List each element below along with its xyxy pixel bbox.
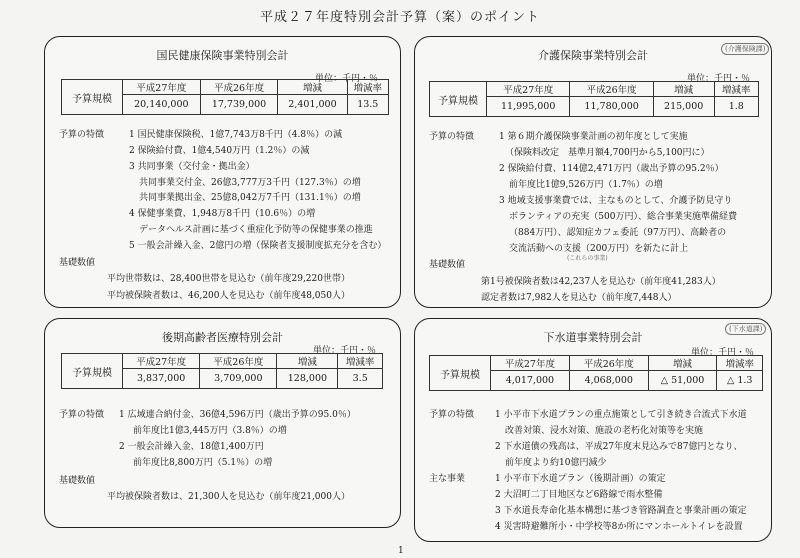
kaigo-basic: 認定者数は7,982人を見込む（前年度7,448人） xyxy=(481,293,677,303)
gesui-features-label: 予算の特徴 xyxy=(429,410,475,420)
kaigo-col-fy27: 平成27年度 xyxy=(487,82,570,97)
kaigo-feature: 前年度比1億9,526万円（1.7％）の増 xyxy=(509,180,663,190)
kokuho-col-rate: 増減率 xyxy=(347,80,388,95)
kouki-change: 128,000 xyxy=(277,369,338,389)
gesui-row-label: 予算規模 xyxy=(430,356,491,391)
kouki-feature: 前年度比1億3,445万円（3.8％）の増 xyxy=(133,426,287,436)
kaigo-feature: （保険料改定 基準月額4,700円から5,100円に） xyxy=(505,148,710,158)
kaigo-feature: 1 第６期介護保険事業計画の初年度として実施 xyxy=(499,132,688,142)
kaigo-feature: （884万円）、認知症カフェ委託（97万円）、高齢者の xyxy=(509,228,727,238)
kokuho-budget-table xyxy=(61,79,389,115)
kaigo-col-change: 増減 xyxy=(653,82,714,97)
kokuho-feature: 3 共同事業（交付金・拠出金） xyxy=(129,162,255,172)
kokuho-panel xyxy=(44,36,401,308)
kouki-budget-table xyxy=(61,353,383,389)
kaigo-budget-table xyxy=(429,81,759,117)
kouki-row-label: 予算規模 xyxy=(62,354,123,389)
kaigo-basic: 第1号被保険者数は42,237人を見込む（前年度41,283人） xyxy=(481,277,721,287)
page-number: 1 xyxy=(398,546,404,556)
gesui-main-label: 主な事業 xyxy=(429,474,466,484)
kaigo-row-label: 予算規模 xyxy=(430,82,487,117)
gesui-project: 4 災害時避難所小・中学校等8か所にマンホールトイレを設置 xyxy=(495,522,743,532)
kaigo-panel xyxy=(414,36,772,308)
gesui-stamp: (下水道課) xyxy=(725,323,766,335)
kouki-panel xyxy=(44,318,401,528)
kouki-basic: 平均被保険者数は、21,300人を見込む（前年度21,000人） xyxy=(107,492,350,502)
kaigo-rate: 1.8 xyxy=(714,97,758,117)
kokuho-feature: 共同事業交付金、26億3,777万3千円（127.3％）の増 xyxy=(139,178,361,188)
gesui-project: 3 下水道長寿命化基本構想に基づき管路調査と事業計画の策定 xyxy=(495,506,747,516)
kokuho-fy27: 20,140,000 xyxy=(123,95,201,115)
kokuho-col-fy26: 平成26年度 xyxy=(200,80,278,95)
kokuho-basic: 平均被保険者数は、46,200人を見込む（前年度48,050人） xyxy=(107,291,350,301)
kaigo-col-fy26: 平成26年度 xyxy=(570,82,653,97)
kokuho-change: 2,401,000 xyxy=(278,95,347,115)
kokuho-feature: 2 保険給付費、1億4,540万円（1.2％）の減 xyxy=(129,146,310,156)
kokuho-rate: 13.5 xyxy=(347,95,388,115)
kouki-basic-label: 基礎数値 xyxy=(59,476,96,486)
kokuho-feature: 共同事業拠出金、25億8,042万7千円（131.1％）の増 xyxy=(139,193,361,203)
kokuho-col-fy27: 平成27年度 xyxy=(123,80,201,95)
kokuho-features-label: 予算の特徴 xyxy=(59,130,105,140)
kouki-rate: 3.5 xyxy=(338,369,383,389)
kaigo-basic-label: 基礎数値 xyxy=(429,260,466,270)
kaigo-feature: 2 保険給付費、114億2,471万円（歳出予算の95.2％） xyxy=(499,164,724,174)
kokuho-row-label: 予算規模 xyxy=(62,80,123,115)
kokuho-feature: 5 一般会計繰入金、2億円の増（保険者支援制度拡充分を含む） xyxy=(129,241,387,251)
gesui-rate: △ 1.3 xyxy=(717,371,763,391)
kaigo-fy27: 11,995,000 xyxy=(487,97,570,117)
kaigo-stamp: (介護保険課) xyxy=(721,43,769,55)
gesui-unit: 単位：千円・％ xyxy=(691,348,755,358)
kouki-features-label: 予算の特徴 xyxy=(59,410,105,420)
gesui-col-fy27: 平成27年度 xyxy=(491,356,570,371)
kokuho-unit: 単位：千円・％ xyxy=(315,74,379,84)
gesui-col-rate: 増減率 xyxy=(717,356,763,371)
kaigo-col-rate: 増減率 xyxy=(714,82,758,97)
gesui-feature: 1 小平市下水道プランの重点施策として引き続き合流式下水道 xyxy=(495,410,747,420)
kaigo-feature: 3 地域支援事業費では、主なものとして、介護予防見守り xyxy=(499,196,733,206)
kaigo-handwriting: (これらの事業) xyxy=(567,255,608,262)
page-title: 平成２７年度特別会計予算（案）のポイント xyxy=(259,10,540,25)
kaigo-title: 介護保険事業特別会計 xyxy=(538,49,648,62)
kaigo-features-label: 予算の特徴 xyxy=(429,132,475,142)
gesui-change: △ 51,000 xyxy=(648,371,717,391)
kokuho-basic: 平均世帯数は、28,400世帯を見込む（前年度29,220世帯） xyxy=(107,274,350,284)
kouki-col-fy27: 平成27年度 xyxy=(123,354,200,369)
gesui-feature: 前年度より約10億円減少 xyxy=(505,458,607,468)
gesui-feature: 2 下水道債の残高は、平成27年度末見込みで87億円となり、 xyxy=(495,442,743,452)
kaigo-unit: 単位：千円・％ xyxy=(687,74,751,84)
kouki-feature: 2 一般会計繰入金、18億1,400万円 xyxy=(119,442,264,452)
kokuho-title: 国民健康保険事業特別会計 xyxy=(156,49,289,62)
kokuho-fy26: 17,739,000 xyxy=(200,95,278,115)
kouki-col-rate: 増減率 xyxy=(338,354,383,369)
kokuho-feature: 4 保健事業費、1,948万8千円（10.6％）の増 xyxy=(129,209,316,219)
gesui-project: 1 小平市下水道プラン（後期計画）の策定 xyxy=(495,474,666,484)
gesui-panel xyxy=(414,318,772,542)
gesui-project: 2 大沼町二丁目地区など6路線で雨水整備 xyxy=(495,490,663,500)
kaigo-fy26: 11,780,000 xyxy=(570,97,653,117)
gesui-col-fy26: 平成26年度 xyxy=(569,356,648,371)
gesui-title: 下水道事業特別会計 xyxy=(543,331,643,344)
kouki-col-change: 増減 xyxy=(277,354,338,369)
kouki-fy26: 3,709,000 xyxy=(200,369,277,389)
kouki-unit: 単位：千円・％ xyxy=(313,346,377,356)
gesui-feature: 改善対策、浸水対策、施設の老朽化対策等を実施 xyxy=(505,426,704,436)
kaigo-feature: 交流活動への支援（200万円）を新たに計上 xyxy=(509,244,689,254)
kouki-col-fy26: 平成26年度 xyxy=(200,354,277,369)
gesui-fy27: 4,017,000 xyxy=(491,371,570,391)
gesui-col-change: 増減 xyxy=(648,356,717,371)
kaigo-change: 215,000 xyxy=(653,97,714,117)
kokuho-feature: データヘルス計画に基づく重症化予防等の保健事業の推進 xyxy=(139,225,373,235)
kokuho-basic-label: 基礎数値 xyxy=(59,258,96,268)
gesui-fy26: 4,068,000 xyxy=(569,371,648,391)
kouki-title: 後期高齢者医療特別会計 xyxy=(162,331,283,344)
gesui-budget-table xyxy=(429,355,763,391)
kokuho-feature: 1 国民健康保険税、1億7,743万8千円（4.8％）の減 xyxy=(129,130,343,140)
kouki-fy27: 3,837,000 xyxy=(123,369,200,389)
kouki-feature: 1 広域連合納付金、36億4,596万円（歳出予算の95.0％） xyxy=(119,410,356,420)
kouki-feature: 前年度比8,800万円（5.1％）の増 xyxy=(133,458,273,468)
kokuho-col-change: 増減 xyxy=(278,80,347,95)
kaigo-feature: ボランティアの充実（500万円）、総合事業実施準備経費 xyxy=(509,212,737,222)
